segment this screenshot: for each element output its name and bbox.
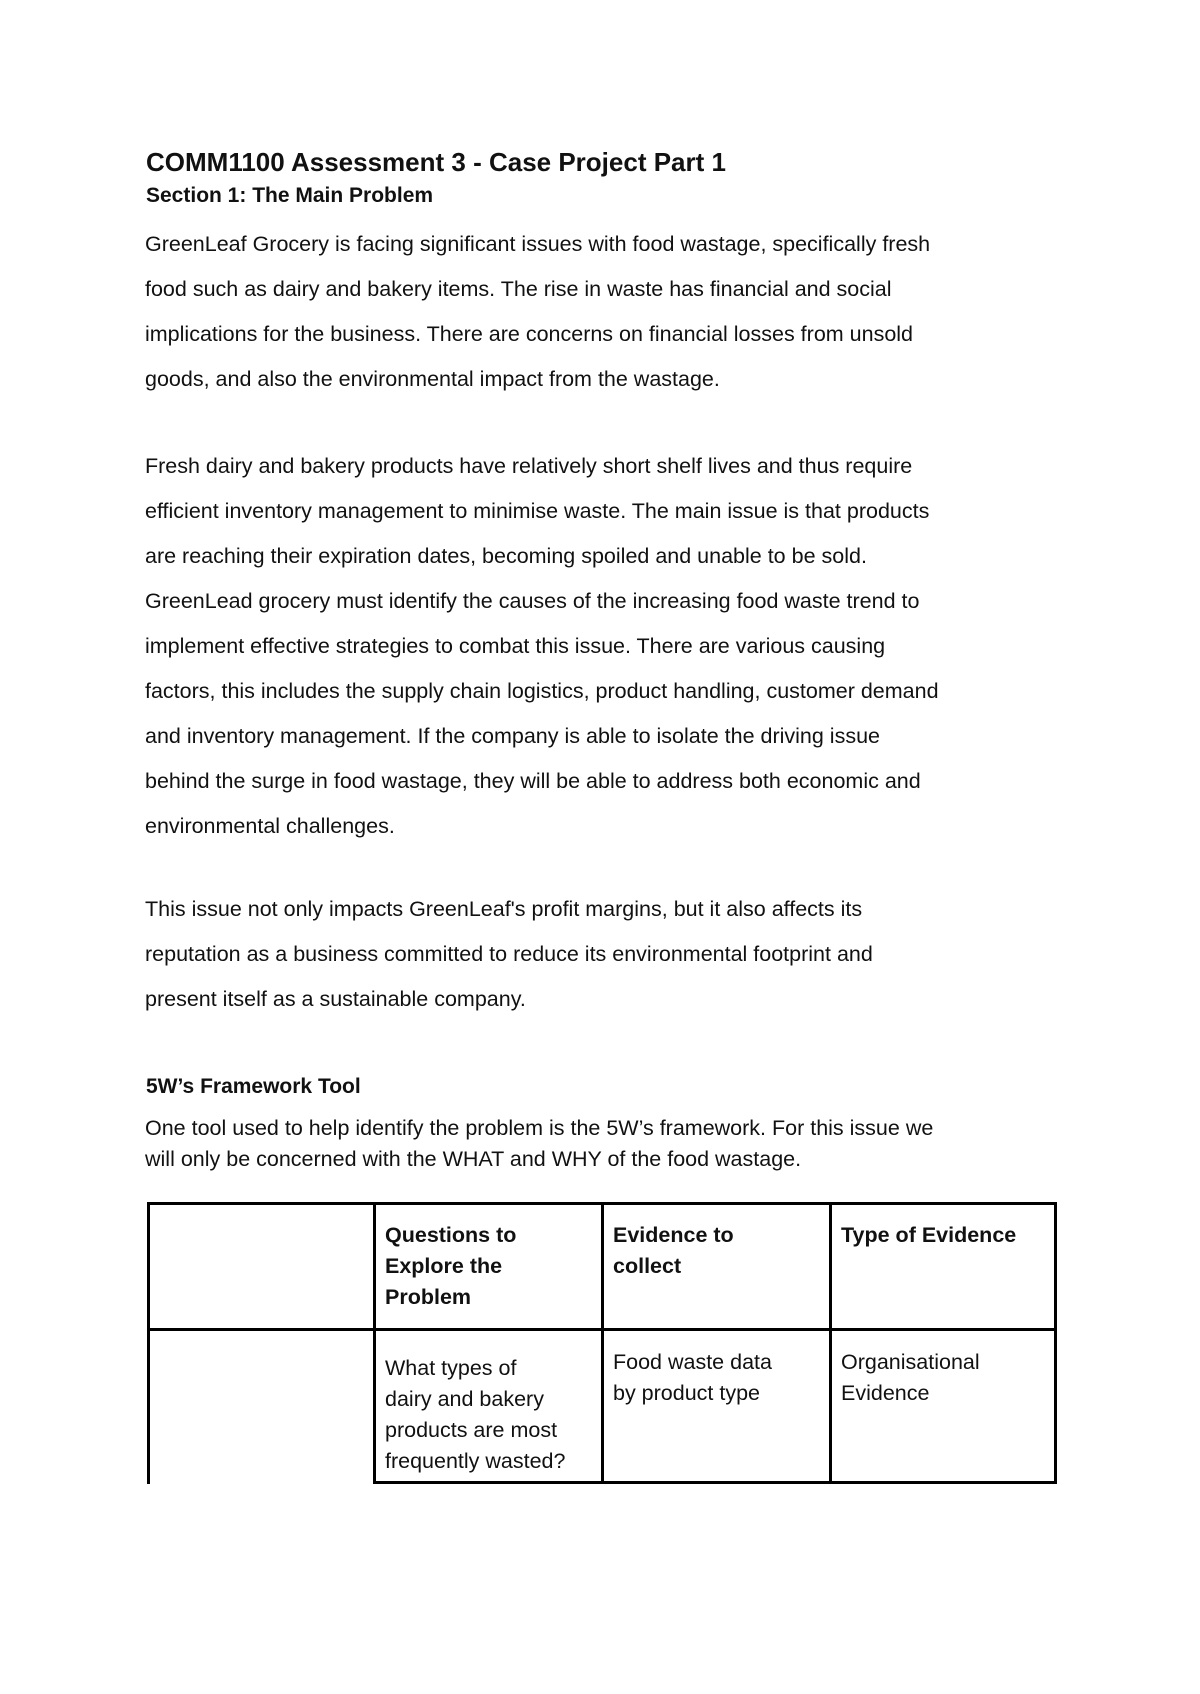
table-left-border xyxy=(147,1202,150,1484)
table-header-questions: Questions to Explore the Problem xyxy=(385,1223,517,1309)
paragraph-line: goods, and also the environmental impact from the wastage. xyxy=(145,367,720,391)
table-column-divider xyxy=(601,1202,604,1484)
section-heading: Section 1: The Main Problem xyxy=(146,184,434,207)
paragraph-line: implications for the business. There are concerns on financial losses from unsold xyxy=(145,322,914,346)
paragraph-line: behind the surge in food wastage, they will be able to address both economic and xyxy=(145,769,921,793)
paragraph-line: factors, this includes the supply chain logistics, product handling, customer demand xyxy=(145,679,939,703)
paragraph-line: are reaching their expiration dates, becoming spoiled and unable to be sold. xyxy=(145,544,867,568)
paragraph-line: food such as dairy and bakery items. The rise in waste has financial and social xyxy=(145,277,892,301)
table-column-divider xyxy=(829,1202,832,1484)
paragraph-line: GreenLead grocery must identify the causes of the increasing food waste trend to xyxy=(145,589,920,613)
paragraph-line: and inventory management. If the company is able to isolate the driving issue xyxy=(145,724,880,748)
paragraph-line: environmental challenges. xyxy=(145,814,395,838)
framework-intro xyxy=(145,1113,933,1175)
table-cell-evidence-type: Organisational Evidence xyxy=(841,1350,980,1405)
table-header-evidence: Evidence to collect xyxy=(613,1223,734,1278)
paragraph-line: implement effective strategies to combat this issue. There are various causing xyxy=(145,634,886,658)
paragraph-impact xyxy=(145,887,1065,1022)
table-header-evidence-type: Type of Evidence xyxy=(841,1223,1017,1247)
framework-table xyxy=(147,1202,1057,1484)
paragraph-line: GreenLeaf Grocery is facing significant issues with food wastage, specifically fresh xyxy=(145,232,931,256)
document-title: COMM1100 Assessment 3 - Case Project Part 1 xyxy=(146,147,726,177)
paragraph-line: reputation as a business committed to reduce its environmental footprint and xyxy=(145,942,873,966)
paragraph-main-problem xyxy=(145,222,1065,402)
table-column-divider xyxy=(373,1202,376,1484)
table-cell-question: What types of dairy and bakery products are most frequently wasted? xyxy=(385,1356,566,1473)
paragraph-line: This issue not only impacts GreenLeaf's profit margins, but it also affects its xyxy=(145,897,863,921)
table-bottom-border xyxy=(373,1481,1057,1484)
paragraph-line: will only be concerned with the WHAT and WHY of the food wastage. xyxy=(145,1147,802,1171)
table-right-border xyxy=(1054,1202,1057,1484)
paragraph-line: present itself as a sustainable company. xyxy=(145,987,526,1011)
paragraph-line: efficient inventory management to minimise waste. The main issue is that products xyxy=(145,499,930,523)
paragraph-causes xyxy=(145,444,1065,849)
framework-heading: 5W’s Framework Tool xyxy=(146,1075,361,1098)
paragraph-line: Fresh dairy and bakery products have relatively short shelf lives and thus require xyxy=(145,454,913,478)
paragraph-line: One tool used to help identify the problem is the 5W’s framework. For this issue we xyxy=(145,1116,934,1140)
table-cell-evidence: Food waste data by product type xyxy=(613,1350,772,1405)
